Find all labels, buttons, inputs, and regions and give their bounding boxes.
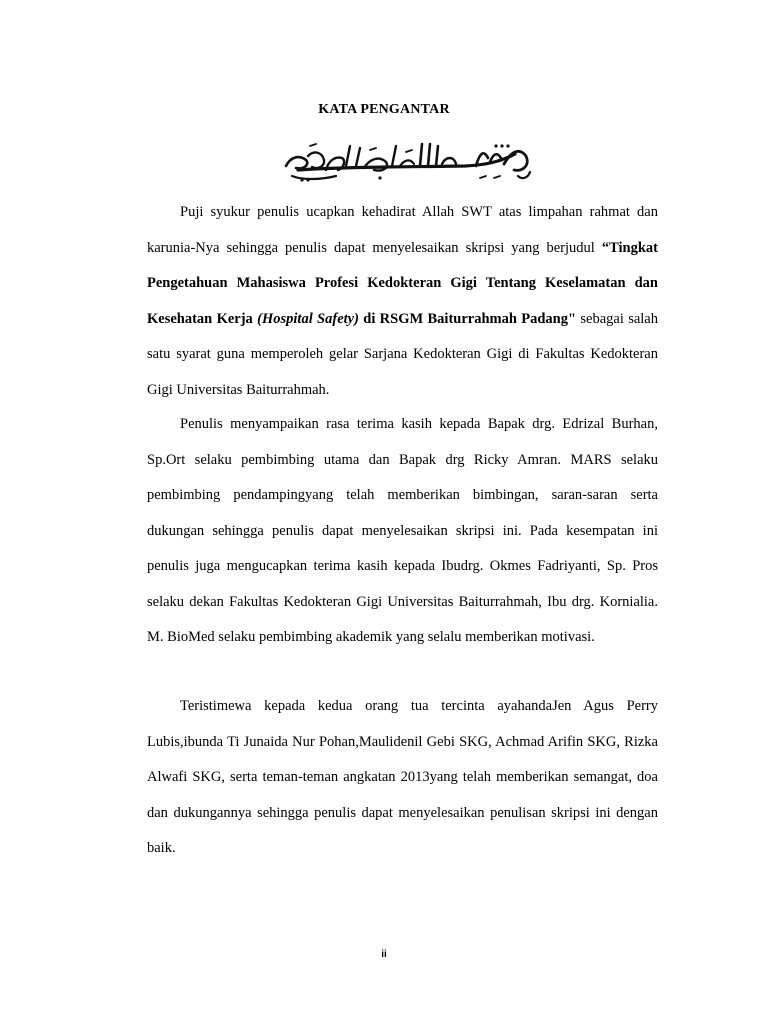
thesis-title-part-a: “Tingkat Pengetahuan Mahasiswa Profesi Kedokteran Gigi Tentang Keselamatan dan Kesehatan Kerja (147, 239, 658, 327)
paragraph-3 (147, 689, 658, 867)
thesis-title-part-b: di RSGM Baiturrahmah Padang" (358, 310, 577, 327)
paragraph-1-intro: Puji syukur penulis ucapkan kehadirat Allah SWT atas limpahan rahmat dan karunia-Nya sehingga penulis dapat menyelesaikan skripsi yang berjudul (147, 204, 658, 256)
paragraph-3-text: Teristimewa kepada kedua orang tua tercinta ayahandaJen Agus Perry Lubis,ibunda Ti Junaida Nur Pohan,Maulidenil Gebi SKG, Achmad Arifin SKG, Rizka Alwafi SKG, serta teman-teman angkatan 2013yang telah memberikan semangat, doa dan dukungannya sehingga penulis dapat menyelesaikan penulisan skripsi ini dengan baik. (147, 698, 658, 856)
page-number: ii (381, 949, 387, 960)
thesis-title-italic: (Hospital Safety) (257, 310, 359, 327)
basmalah-calligraphy (280, 140, 534, 184)
paragraph-1 (147, 195, 658, 408)
page-title: KATA PENGANTAR (318, 102, 450, 117)
paragraph-2 (147, 407, 658, 656)
paragraph-2-text: Penulis menyampaikan rasa terima kasih kepada Bapak drg. Edrizal Burhan, Sp.Ort selaku pembimbing utama dan Bapak drg Ricky Amran. MARS selaku pembimbing pendampingyang telah memberikan bimbingan, saran-saran serta dukungan sehingga penulis dapat menyelesaikan skripsi ini. Pada kesempatan ini penulis juga mengucapkan terima kasih kepada Ibudrg. Okmes Fadriyanti, Sp. Pros selaku dekan Fakultas Kedokteran Gigi Universitas Baiturrahmah, Ibu drg. Kornialia. M. BioMed selaku pembimbing akademik yang selalu memberikan motivasi. (147, 416, 658, 645)
paragraph-1-outro: sebagai salah satu syarat guna memperoleh gelar Sarjana Kedokteran Gigi di Fakultas Kedokteran Gigi Universitas Baiturrahmah. (147, 310, 658, 398)
